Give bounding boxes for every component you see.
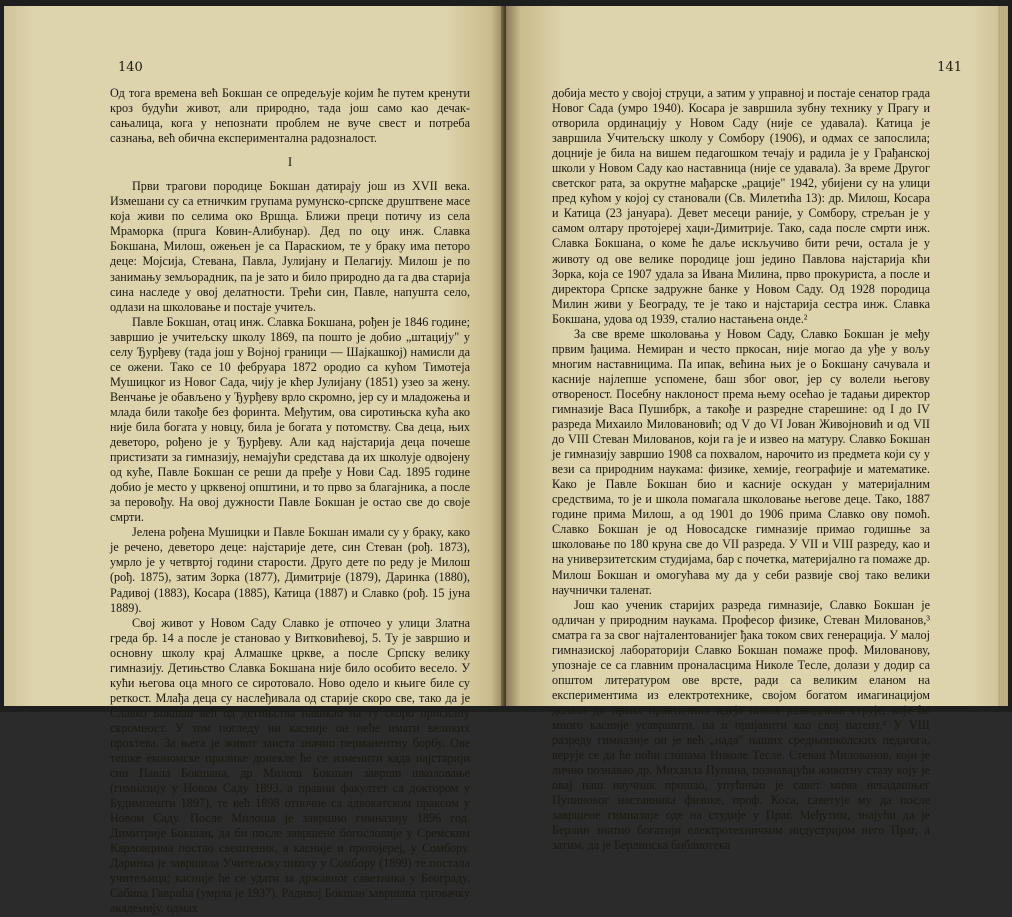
left-page-text: [110, 86, 470, 917]
page-edges: [998, 6, 1008, 706]
left-paragraph: Павле Бокшан, отац инж. Славка Бокшана, рођен је 1846 године; завршио је учитељску школу 1869, па пошто је добио „штацију" у селу Ђурђеву (тада још у Војној граници — Шајкашкој) намисли да се ожени. Тако се 10 фебруара 1872 ородио са кућом Тимотеја Мушицког из Новог Сада, чију је кћер Јулијану (1851) узео за жену. Венчање је обављено у Ђурђеву врло скромно, јер су и младожења и млада били такође без форинта. Међутим, ова сиротињска кућа ако није била богата у новцу, била је богата у потомству. Сва деца, њих деветоро, рођено је у Ђурђеву. Али кад најстарија деца почеше пристизати за гимназију, немајући средстава да их школује одвојену од куће, Павле Бокшан се реши да пређе у Нови Сад. 1895 године добио је место у црквеној општини, и то прво за благајника, а после за перовођу. На овој дужности Павле Бокшан је остао све до своје смрти.: [110, 314, 470, 525]
right-page: [506, 6, 1000, 853]
left-paragraph: Први трагови породице Бокшан датирају још из XVII века. Измешани су са етничким групама румунско-српске друштвене масе која живи по селима око Вршца. Ближи преци потичу из села Мраморка (прuга Ковин-Алибунар). Дед по оцу инж. Славка Бокшана, Милош, ожењен је са Параскиом, те у браку има петоро деце: Мојсија, Стевана, Павла, Јулијану и Пелагију. Милош је по занимању земљорадник, па је зато и било природно да га два старија сина наследе у овој делатности. Трећи син, Павле, напушта село, одлази на школовање и постаје учитељ.: [110, 179, 470, 314]
right-paragraph: добија место у својој струци, а затим у управној и постаје сенатор града Новог Сада (умро 1940). Косара је завршила зубну технику у Прагу и отворила ординацију у Новом Саду (није се удавала). Катица је завршила Учитељску школу у Сомбору (1906), и одмах се запослила; доцније је била на вишем педагошком течају и радила је у Грађанској школи у Новом Саду као наставница (није се удавала). За време Другог светског рата, за окрутне мађарске „рације" 1942, убијени су на улици пред кућом у којој су становали (Св. Милетића 13): др. Милош, Косара и Катица (23 јануара). Девет месеци раније, у Сомбору, стрељан је у самом олтару протојереј хаџи-Димитрије. Тако, сада после смрти инж. Славка Бокшана, о коме ће даље искључиво бити речи, остала је у животу од ове велике породице још једино Павлова најстарија кћи Зорка, која се 1907 удала за Ивана Милина, прво прокуриста, а после и директора Српске задружне банке у Новом Саду. Од 1928 породица Милин живи у Београду, те је тако и најстарија сестра инж. Славка Бокшана, удова од 1939, сталио настањена онде.²: [552, 86, 930, 326]
left-paragraph: Јелена рођена Мушицки и Павле Бокшан имали су у браку, како је речено, деветоро деце: најстарије дете, син Стеван (рођ. 1873), умрло је у четвртој години старости. Друго дете по реду је Милош (рођ. 1875), затим Зорка (1877), Димитрије (1879), Даринка (1880), Радивој (1883), Косара (1885), Катица (1887) и Славко (рођ. 15 јуна 1889).: [110, 525, 470, 615]
left-page: [4, 6, 506, 916]
left-page-number: 140: [118, 60, 143, 75]
left-paragraph: Свој живот у Новом Саду Славко је отпочео у улици Златна греда бр. 14 а после је становао у Витковићевој, 5. Ту је завршио и основну школу крај Алмашке цркве, а после Српску велику гимназију. Детињство Славка Бокшана није било особито весело. У кући његова оца много се сиротовало. Ново одело и књиге биле су реткост. Млађа деца су наслеђивала од старије скоро све, тако да је Славко Бокшан већ од детињства навикао на ту скоро присилну скромност. У том погледу ни касније он неће имати великих прохтева. За њега је живот заиста значио перманентну борбу. Ове тешке економске прилике донекле ће се изменити када најстарији син Павла Бокшана, др Милош Бокшан заврши школовање (гимназију у Новом Саду 1893, а правни факултет са доктором у Будимпешти 1897), те већ 1898 отпочне са адвокатском праксом у Новом Саду. После Милоша је завршио гимназију 1896 год. Димитрије Бокшан, да би после завршене богословије у Сремским Карловцима постао свештеник, а касније и протојереј, у Сомбору. Даринка је завршила Учитељску школу у Сомбору (1899) те постала учитељица; касније ће се удати за државног саветника у Београду, Сабина Гаврића (умрла је 1937). Радивој Бокшан завршава трговачку академију, одмах: [110, 615, 470, 916]
left-intro-paragraph: Од тога времена већ Бокшан се опредељује којим ће путем кренути кроз будући живот, али природно, тада још само као дечак-сањалица, кога у непознати проблем не вуче свест и потреба сазнања, већ обична експериментална радозналост.: [110, 86, 470, 146]
right-page-number: 141: [937, 60, 962, 75]
right-page-text: [552, 86, 930, 853]
right-paragraph: Још као ученик старијих разреда гимназије, Славко Бокшан је одличан у природним наукама. Професор физике, Стеван Милованов,³ сматра га за свог најталентованијег ђака током свих генерација. У малој гимназиској лабораторији Славко Бокшан помаже проф. Милованову, упознаје се са главним проналасцима Николе Тесле, долази у додир са општом литературом ове врсте, ради са великим еланом на експериментима из електротехнике, својом богатом имагинацијом долази до првих практичних идеја нових разводника струје, које ће много касније усавршити, па и пријавити као свој патент.⁴ У VIII разреду гимназије он је већ „нада" наших средњошколских педагога, верује се да ће поћи стопама Николе Тесле. Стеван Милованов, који је лично познавао др. Михаила Пупина, познавајући животну стазу коју је овај наш научник прошао, упућивао је савет мима некадашњег Пупиновог наставника физике, проф. Коса, саветује му да после завршене гимназије оде на студије у Праг. Међутим, знајући да је Берлин знатно богатији електротехничком индустријом него Праг, а затим, да је Берлинска библиотека: [552, 597, 930, 853]
right-paragraph: За све време школовања у Новом Саду, Славко Бокшан је међу првим ђацима. Немиран и често пркосан, није могао да уђе у вољу многим наставницима. Па ипак, већина њих је о Бокшану сачувала и касније најлепше успомене, баш због овог, јер су волели његову отвореност. Посебну наклоност према њему осећао је тадањи директор гимназије Васа Пушибрк, а такође и разредне старешине: од I до IV разреда Михаило Миловановић; од V до VI Јован Живојновић и од VII до VIII Стеван Милованов, који га је и извео на матуру. Славко Бокшан је гимназију завршио 1908 са похвалом, нарочито из предмета који су у вези са природним наукама: физике, хемије, географије и математике. Како је Павле Бокшан био и касније оскудан у материјалним средствима, то је и школа помагала школовање његове деце. Тако, 1887 године прима Милош, а од 1901 до 1906 прима Славко ову помоћ. Славко Бокшан је од Новосадске гимназије примао годишње за школовање по 180 круна све до VII разреда. У VII и VIII разреду, као и на универзитетским студијама, бар с почетка, материјално га помаже др. Милош Бокшан и омогућава му да у себи развије свој тако велики научнички таленат.: [552, 326, 930, 597]
section-heading: I: [287, 154, 293, 170]
